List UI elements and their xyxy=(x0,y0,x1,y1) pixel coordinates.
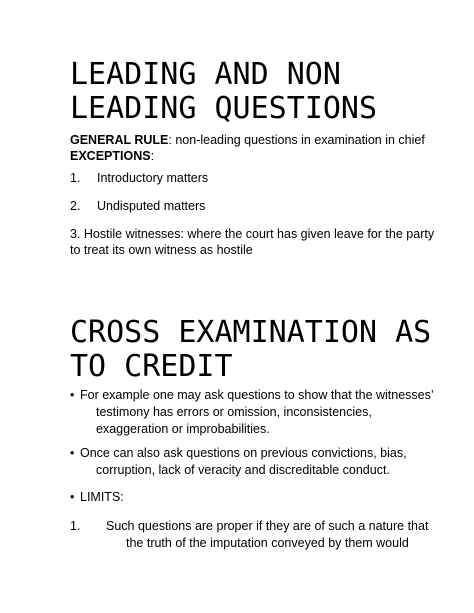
limits-line: the truth of the imputation conveyed by them would xyxy=(126,536,409,550)
bullet-icon: • xyxy=(70,446,75,460)
exceptions-label: EXCEPTIONS xyxy=(70,149,151,163)
general-rule-text: : non-leading questions in examination in chief xyxy=(168,133,425,147)
bullet-line: corruption, lack of veracity and discreditable conduct. xyxy=(96,463,390,477)
heading-line: LEADING AND NON xyxy=(70,57,341,92)
bullet-line: exaggeration or improbabilities. xyxy=(96,422,270,436)
exception-number: 1. xyxy=(70,171,81,185)
heading-cross-examination xyxy=(70,316,431,384)
bullet-item xyxy=(80,489,124,506)
limits-line: Such questions are proper if they are of such a nature that xyxy=(106,519,429,533)
bullet-line: Once can also ask questions on previous convictions, bias, xyxy=(80,446,407,460)
heading-line: CROSS EXAMINATION AS xyxy=(70,315,432,350)
general-rule xyxy=(70,132,425,148)
bullet-line: LIMITS: xyxy=(80,490,124,504)
exceptions-heading xyxy=(70,148,154,164)
hostile-witnesses-line: to treat its own witness as hostile xyxy=(70,243,253,257)
exception-number: 2. xyxy=(70,199,81,213)
exception-text: Undisputed matters xyxy=(97,199,206,213)
bullet-item xyxy=(80,387,434,438)
heading-line: LEADING QUESTIONS xyxy=(70,91,378,126)
bullet-line: testimony has errors or omission, inconsistencies, xyxy=(96,405,372,419)
heading-leading-questions xyxy=(70,58,377,126)
exceptions-colon: : xyxy=(150,149,155,163)
heading-line: TO CREDIT xyxy=(70,349,233,384)
limits-number: 1. xyxy=(70,519,81,533)
bullet-line: For example one may ask questions to show that the witnesses’ xyxy=(80,388,434,402)
hostile-witnesses-line: 3. Hostile witnesses: where the court has given leave for the party xyxy=(70,227,435,241)
bullet-icon: • xyxy=(70,388,75,402)
general-rule-label: GENERAL RULE xyxy=(70,133,169,147)
exception-text: Introductory matters xyxy=(97,171,209,185)
bullet-icon: • xyxy=(70,490,75,504)
bullet-item xyxy=(80,445,407,479)
